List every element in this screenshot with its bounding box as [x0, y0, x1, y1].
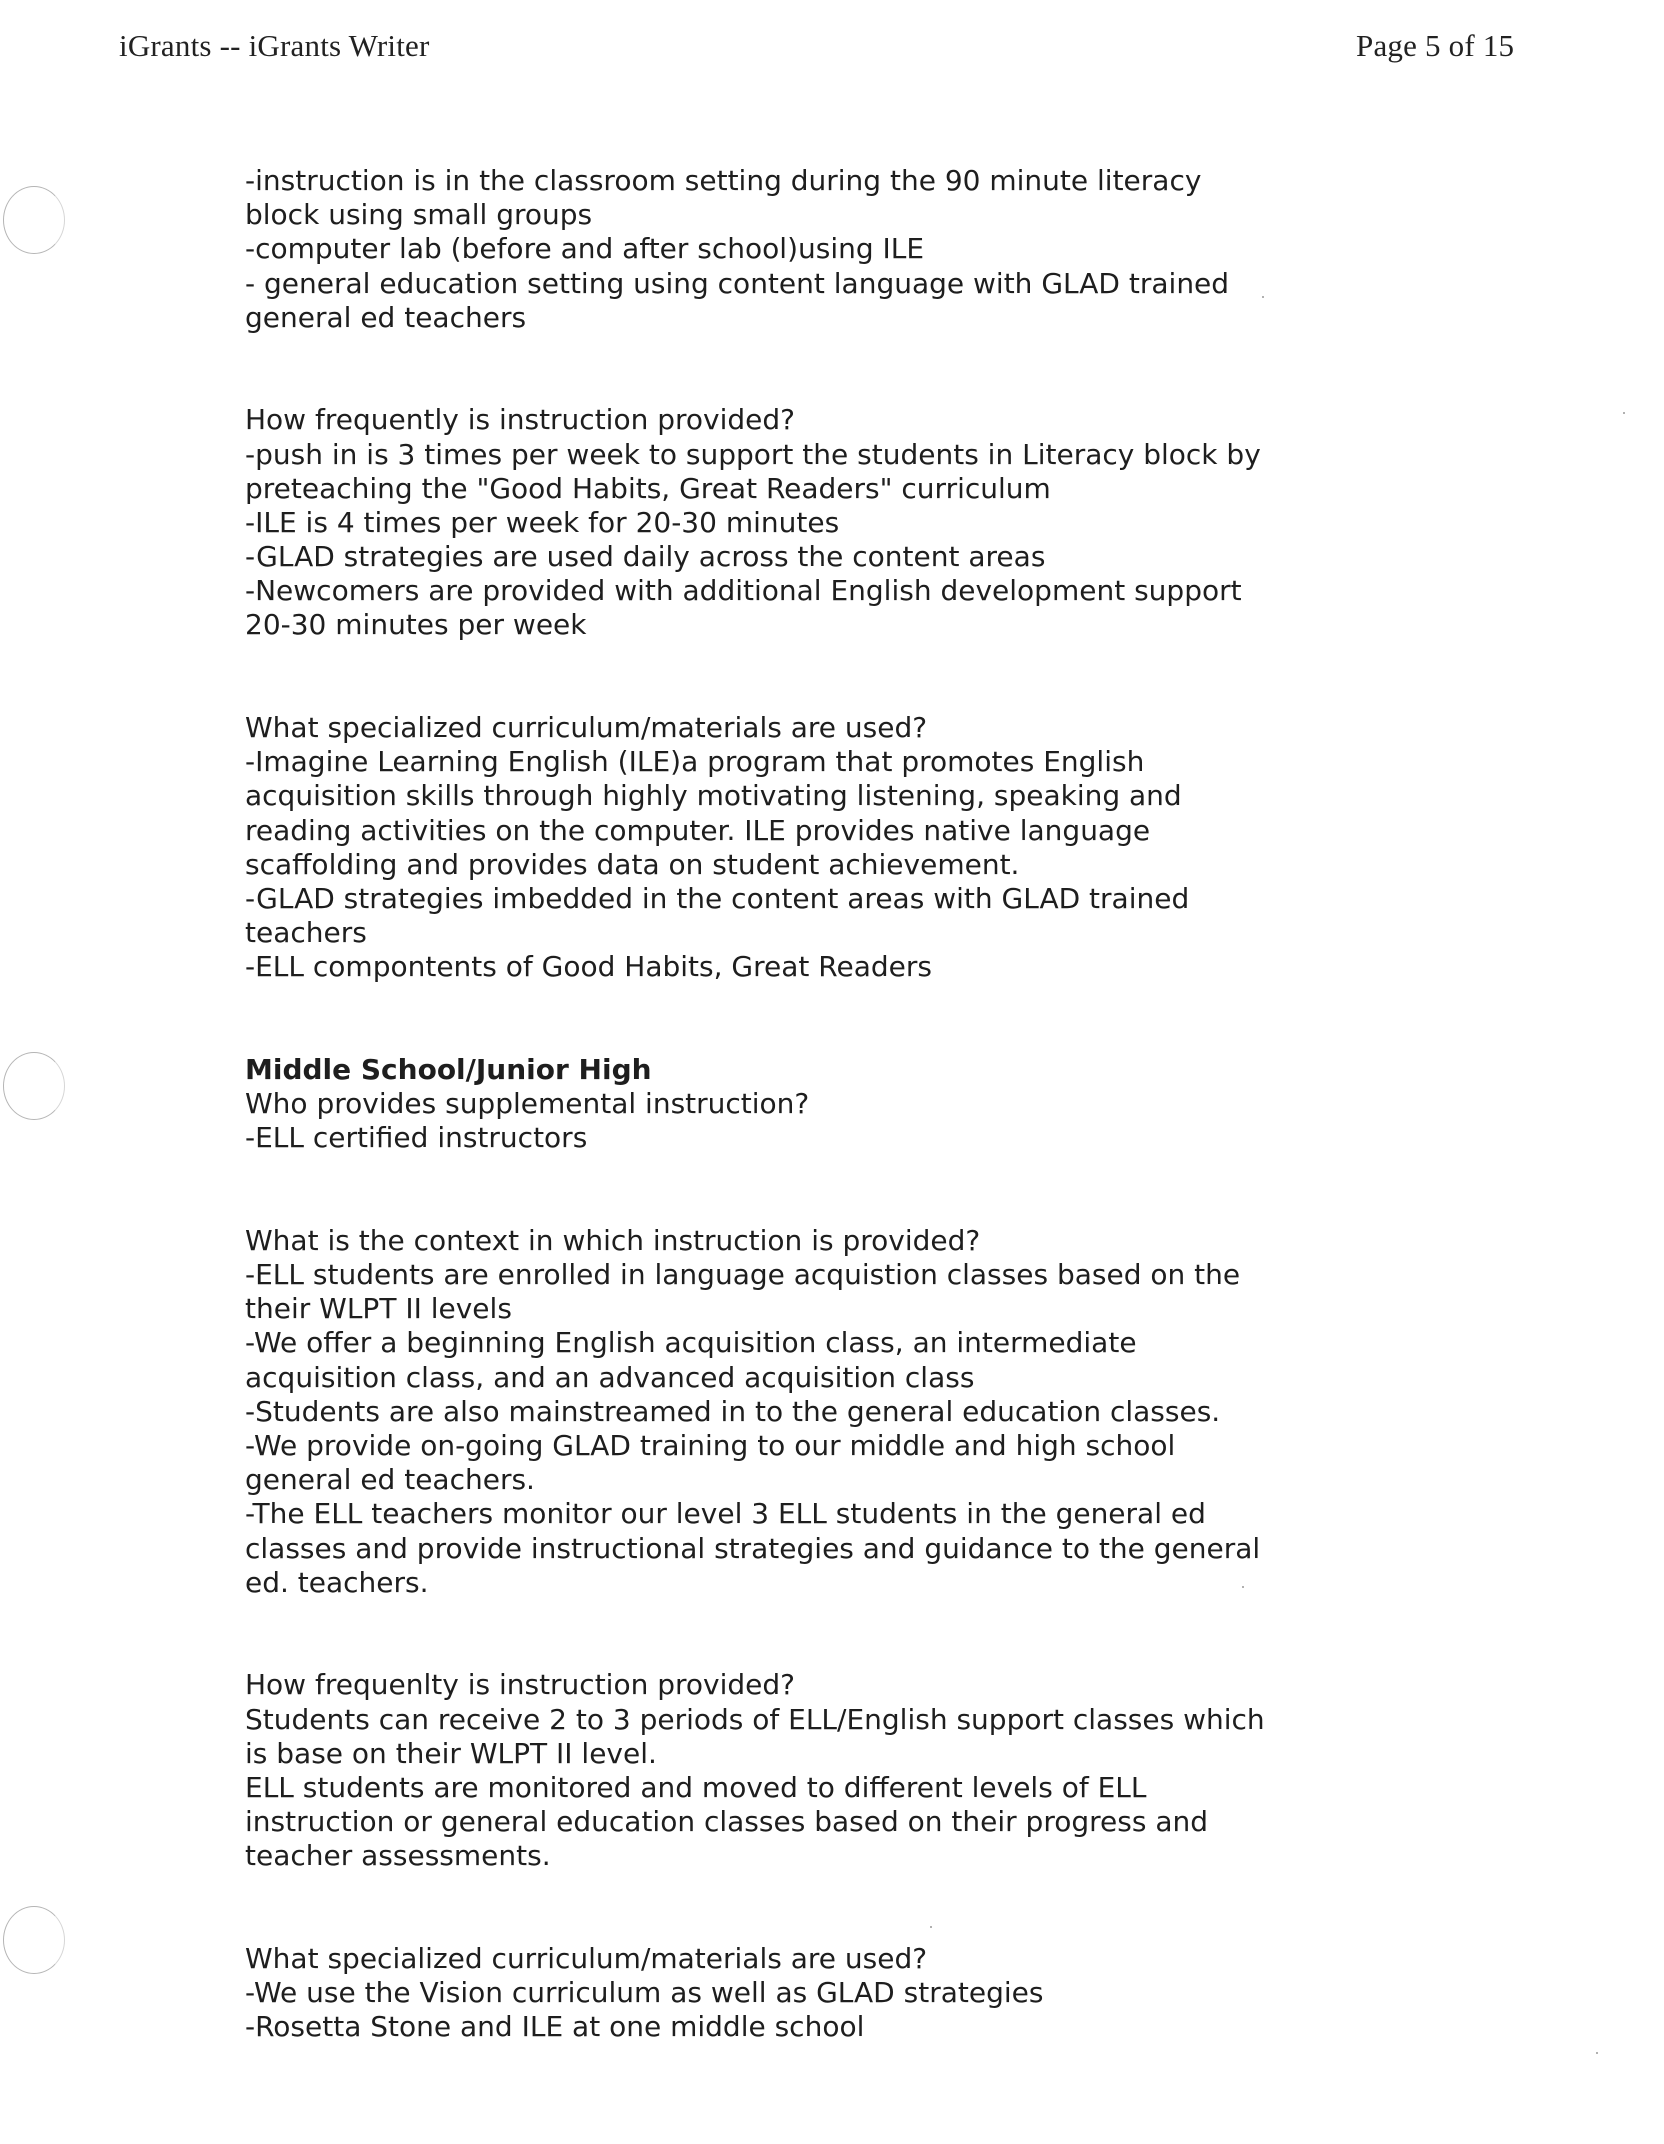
section-elementary-context — [245, 164, 1295, 335]
body-line: -Imagine Learning English (ILE)a program that promotes English — [245, 745, 1145, 779]
body-line: acquisition skills through highly motivating listening, speaking and — [245, 779, 1182, 813]
body-line: block using small groups — [245, 198, 593, 232]
section-middle-school-context — [245, 1224, 1295, 1600]
question-line: How frequently is instruction provided? — [245, 403, 796, 437]
body-line: -ILE is 4 times per week for 20-30 minutes — [245, 505, 840, 539]
body-line: Students can receive 2 to 3 periods of ELL/English support classes which — [245, 1702, 1265, 1736]
body-line: -instruction is in the classroom setting during the 90 minute literacy — [245, 164, 1202, 197]
body-line: -We offer a beginning English acquisition class, an intermediate — [245, 1326, 1137, 1360]
body-line: -ELL certified instructors — [245, 1121, 588, 1155]
body-line: 20-30 minutes per week — [245, 608, 587, 642]
body-line: -ELL students are enrolled in language acquistion classes based on the — [245, 1258, 1241, 1292]
question-line: What specialized curriculum/materials are used? — [245, 711, 928, 745]
body-line: preteaching the "Good Habits, Great Readers" curriculum — [245, 471, 1051, 505]
body-line: -computer lab (before and after school)using ILE — [245, 232, 925, 266]
body-line: is base on their WLPT II level. — [245, 1736, 657, 1770]
question-line: What specialized curriculum/materials are used? — [245, 1941, 928, 1975]
body-line: -push in is 3 times per week to support the students in Literacy block by — [245, 437, 1261, 471]
body-line: reading activities on the computer. ILE provides native language — [245, 813, 1151, 847]
question-line: Who provides supplemental instruction? — [245, 1087, 810, 1121]
body-line: -We use the Vision curriculum as well as GLAD strategies — [245, 1976, 1044, 2010]
section-middle-school-frequency — [245, 1668, 1295, 1873]
question-line: How frequenlty is instruction provided? — [245, 1668, 796, 1702]
body-line: ed. teachers. — [245, 1565, 429, 1599]
section-elementary-frequency — [245, 403, 1295, 642]
scan-speck — [1596, 2052, 1598, 2054]
section-gap — [245, 643, 1295, 711]
body-line: scaffolding and provides data on student achievement. — [245, 847, 1020, 881]
body-line: acquisition class, and an advanced acquisition class — [245, 1360, 975, 1394]
section-heading: Middle School/Junior High — [245, 1052, 652, 1086]
body-line: -Newcomers are provided with additional English development support — [245, 574, 1242, 608]
body-line: -We provide on-going GLAD training to our middle and high school — [245, 1429, 1176, 1462]
section-gap — [245, 1873, 1295, 1941]
document-body — [245, 164, 1295, 2044]
body-line: -The ELL teachers monitor our level 3 ELL students in the general ed — [245, 1497, 1206, 1531]
body-line: -ELL compontents of Good Habits, Great Readers — [245, 950, 932, 984]
section-elementary-curriculum — [245, 711, 1295, 985]
body-line: -GLAD strategies imbedded in the content areas with GLAD trained — [245, 881, 1190, 915]
body-line: their WLPT II levels — [245, 1292, 512, 1326]
section-middle-school-provider — [245, 1053, 1295, 1156]
section-gap — [245, 1600, 1295, 1668]
question-line: What is the context in which instruction is provided? — [245, 1223, 981, 1257]
section-gap — [245, 1155, 1295, 1223]
body-line: teachers — [245, 916, 367, 950]
body-line: -GLAD strategies are used daily across the content areas — [245, 540, 1046, 574]
body-line: -Students are also mainstreamed in to the general education classes. — [245, 1394, 1221, 1428]
body-line: - general education setting using content language with GLAD trained — [245, 266, 1230, 300]
section-gap — [245, 335, 1295, 403]
body-line: general ed teachers. — [245, 1463, 535, 1497]
document-header-title: iGrants -- iGrants Writer — [119, 28, 430, 63]
body-line: instruction or general education classes based on their progress and — [245, 1805, 1208, 1839]
body-line: -Rosetta Stone and ILE at one middle school — [245, 2010, 865, 2044]
punch-hole-bottom — [3, 1906, 65, 1974]
body-line: ELL students are monitored and moved to different levels of ELL — [245, 1770, 1147, 1804]
section-middle-school-curriculum — [245, 1942, 1295, 2045]
section-gap — [245, 985, 1295, 1053]
body-line: general ed teachers — [245, 300, 527, 334]
body-line: classes and provide instructional strategies and guidance to the general — [245, 1531, 1261, 1565]
punch-hole-middle — [3, 1052, 65, 1120]
punch-hole-top — [3, 186, 65, 254]
body-line: teacher assessments. — [245, 1839, 551, 1873]
scan-speck — [1623, 412, 1625, 414]
page-number: Page 5 of 15 — [1356, 28, 1515, 63]
